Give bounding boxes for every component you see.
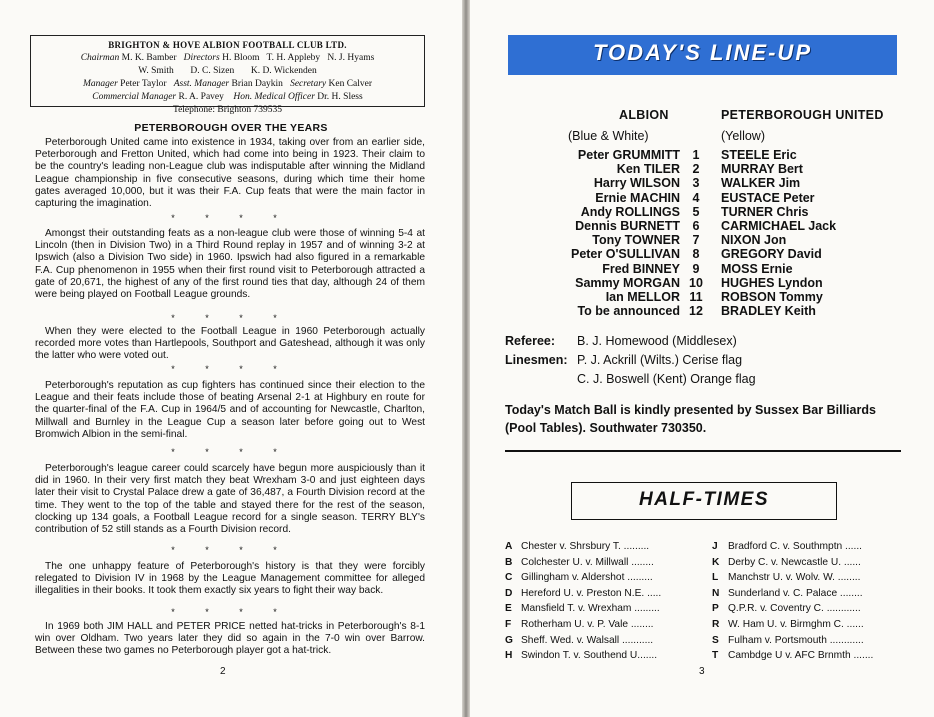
halftimes-left-column	[505, 541, 661, 666]
halftime-row	[505, 619, 661, 635]
shirt-number: 9	[692, 261, 700, 276]
home-player: Peter GRUMMITT	[577, 148, 680, 162]
halftime-letter: L	[712, 572, 719, 584]
away-team-colours: (Yellow)	[721, 129, 766, 143]
away-player: EUSTACE Peter	[721, 190, 815, 205]
section-divider-stars: * * * *	[171, 364, 291, 374]
away-player: BRADLEY Keith	[721, 304, 816, 319]
medical-officer-name: Dr. H. Sless	[317, 92, 363, 102]
page-gutter	[462, 0, 470, 717]
halftime-fixture: Sheff. Wed. v. Walsall ...........	[521, 634, 654, 646]
shirt-number: 1	[692, 148, 700, 162]
halftime-row	[712, 541, 873, 557]
director-name: D. C. Sizen	[190, 66, 235, 76]
halftime-letter: R	[712, 618, 720, 630]
page-number: 2	[220, 666, 226, 677]
halftime-fixture: W. Ham U. v. Birmghm C. ......	[728, 618, 864, 630]
asst-manager-label: Asst. Manager	[173, 79, 230, 89]
halftime-fixture: Chester v. Shrsbury T. .........	[521, 541, 650, 552]
article-paragraph: Peterborough United came into existence in 1934, taking over from an earlier side, Peterborough and Fretton United, which had come into being in 1923. Their claim to be the country's leading non-League club was indisputable after winning the Midland League championship in five consecutive seasons, during which time their home gates averaged 10,000, but it was their F.A. Cup feats that were the main factor in capturing the imagination.	[35, 137, 425, 210]
shirt-number: 2	[692, 162, 700, 177]
halftime-row	[712, 650, 873, 666]
lineup-row	[508, 176, 898, 190]
section-divider-stars: * * * *	[171, 607, 291, 617]
section-divider-stars: * * * *	[171, 545, 291, 555]
lineup-row	[508, 148, 898, 162]
home-player: Fred BINNEY	[602, 261, 680, 276]
lineup-row	[508, 247, 898, 261]
page-number: 3	[699, 666, 705, 677]
halftime-fixture: Swindon T. v. Southend U.......	[521, 650, 658, 662]
lineup-row	[508, 276, 898, 290]
referee-name: B. J. Homewood (Middlesex)	[577, 334, 737, 348]
secretary-name: Ken Calver	[328, 79, 373, 89]
lineup-table	[508, 148, 898, 318]
home-player: Dennis BURNETT	[575, 218, 680, 233]
director-name: K. D. Wickenden	[250, 66, 317, 76]
shirt-number: 12	[689, 304, 703, 319]
away-player: MOSS Ernie	[721, 261, 793, 276]
halftime-row	[505, 650, 661, 666]
halftime-letter: C	[505, 572, 513, 584]
halftime-letter: D	[505, 587, 513, 599]
lineup-banner-title: TODAY'S LINE-UP	[593, 40, 812, 65]
medical-officer-label: Hon. Medical Officer	[233, 92, 315, 102]
shirt-number: 10	[689, 275, 703, 290]
director-name: N. J. Hyams	[327, 53, 375, 63]
manager-name: Peter Taylor	[120, 79, 167, 89]
away-player: GREGORY David	[721, 247, 822, 262]
shirt-number: 6	[692, 218, 700, 233]
article-paragraph: When they were elected to the Football League in 1960 Peterborough actually recorded more votes than Hartlepools, Southport and Gateshead, although it was only the latter who were voted out.	[35, 326, 425, 362]
away-player: MURRAY Bert	[721, 162, 803, 177]
linesman-name: P. J. Ackrill (Wilts.) Cerise flag	[577, 353, 743, 367]
lineup-row	[508, 304, 898, 318]
halftime-fixture: Q.P.R. v. Coventry C. ............	[728, 603, 861, 615]
lineup-row	[508, 205, 898, 219]
halftime-row	[712, 557, 873, 573]
lineup-row	[508, 219, 898, 233]
directors-label: Directors	[183, 53, 220, 63]
halftime-letter: P	[712, 603, 719, 615]
asst-manager-name: Brian Daykin	[231, 79, 283, 89]
away-player: ROBSON Tommy	[721, 289, 823, 304]
home-player: Harry WILSON	[593, 176, 680, 191]
officials-row-4	[31, 91, 424, 104]
halftime-fixture: Fulham v. Portsmouth ............	[728, 634, 864, 646]
halftime-letter: N	[712, 587, 720, 599]
article-paragraph: Peterborough's league career could scarcely have begun more auspiciously than it did in 1960. In their very first match they beat Wrexham 3-0 and just eighteen days later their visit to Crystal Palace drew a gate of 36,487, a Fourth Division record at the time. They went to the top of the table and stayed there for the rest of the season, clocking up 134 goals, a Football League record for a single season. TERRY BLY's contribution of 52 still stands as a Fourth Division record.	[35, 463, 425, 536]
home-player: Ken TILER	[616, 162, 680, 177]
halftime-row	[505, 557, 661, 573]
home-team-colours: (Blue & White)	[568, 129, 649, 143]
linesman-line-2	[505, 372, 756, 386]
section-divider-stars: * * * *	[171, 213, 291, 223]
section-divider-stars: * * * *	[171, 313, 291, 323]
halftime-row	[712, 572, 873, 588]
halftime-letter: E	[505, 603, 512, 615]
officials-row-3	[31, 78, 424, 91]
halftime-row	[505, 572, 661, 588]
away-player: TURNER Chris	[721, 204, 809, 219]
away-team-name: PETERBOROUGH UNITED	[721, 108, 884, 122]
shirt-number: 4	[692, 190, 700, 205]
halftime-letter: J	[712, 541, 718, 552]
away-player: WALKER Jim	[721, 176, 801, 191]
article-paragraph: Amongst their outstanding feats as a non-league club were those of winning 5-4 at Lincoln (then in Division Two) in a Third Round replay in 1957 and of winning 3-2 at Ipswich (also a Division Two side) in 1960. Ipswich had also figured in a remarkable F.A. Cup phenomenon in 1955 when their first round visit to Peterborough attracted a gate of 20,671, the highest of any of the first round ties that day, although 24 of them were being played on Football League grounds.	[35, 228, 425, 301]
halftime-row	[712, 603, 873, 619]
chairman-label: Chairman	[80, 53, 120, 63]
commercial-manager-name: R. A. Pavey	[178, 92, 224, 102]
halftime-row	[712, 635, 873, 651]
halftime-row	[712, 588, 873, 604]
halftime-row	[505, 635, 661, 651]
referee-line	[505, 334, 737, 348]
halftime-letter: H	[505, 650, 513, 662]
away-player: HUGHES Lyndon	[721, 275, 823, 290]
halftimes-title: HALF-TIMES	[638, 489, 770, 510]
club-officials-box	[30, 35, 425, 115]
chairman-name: M. K. Bamber	[121, 53, 177, 63]
halftime-letter: T	[712, 650, 719, 662]
halftime-letter: K	[712, 556, 720, 568]
halftime-fixture: Sunderland v. C. Palace ........	[728, 587, 863, 599]
article-paragraph: The one unhappy feature of Peterborough's history is that they were forcibly relegated to Division IV in 1968 by the League Management committee for alleged illegalities in their books. It took them exactly six years to fight their way back.	[35, 561, 425, 597]
article-paragraph: In 1969 both JIM HALL and PETER PRICE netted hat-tricks in Peterborough's 8-1 win over Oldham. Two years later they did so again in the 7-0 win over Barrow. Between these two games no Peterborough player got a hat-trick.	[35, 621, 425, 657]
home-player: Ernie MACHIN	[595, 190, 680, 205]
officials-row-2	[31, 65, 424, 78]
match-ball-sponsor: Today's Match Ball is kindly presented by Sussex Bar Billiards (Pool Tables). Southwater 730350.	[505, 403, 876, 435]
halftime-row	[712, 619, 873, 635]
halftime-letter: B	[505, 556, 513, 568]
article-title: PETERBOROUGH OVER THE YEARS	[134, 122, 328, 134]
telephone: Telephone: Brighton 739535	[172, 105, 283, 115]
halftime-fixture: Colchester U. v. Millwall ........	[521, 556, 654, 568]
officials-row-1	[31, 52, 424, 65]
away-player: NIXON Jon	[721, 233, 787, 248]
section-divider-stars: * * * *	[171, 447, 291, 457]
commercial-manager-label: Commercial Manager	[92, 92, 177, 102]
linesman-name: C. J. Boswell (Kent) Orange flag	[577, 372, 756, 386]
away-player: CARMICHAEL Jack	[721, 218, 837, 233]
lineup-row	[508, 233, 898, 247]
halftime-fixture: Hereford U. v. Preston N.E. .....	[521, 587, 662, 599]
manager-label: Manager	[82, 79, 118, 89]
lineup-row	[508, 191, 898, 205]
shirt-number: 5	[692, 204, 700, 219]
halftime-fixture: Rotherham U. v. P. Vale ........	[521, 618, 654, 630]
halftime-fixture: Bradford C. v. Southmptn ......	[728, 541, 863, 552]
halftime-fixture: Cambdge U v. AFC Brnmth .......	[728, 650, 874, 662]
halftime-letter: G	[505, 634, 513, 646]
lineup-banner	[508, 35, 897, 75]
lineup-row	[508, 262, 898, 276]
divider-rule	[505, 450, 901, 452]
shirt-number: 3	[692, 176, 700, 191]
shirt-number: 8	[692, 247, 700, 262]
halftime-fixture: Derby C. v. Newcastle U. ......	[728, 556, 861, 568]
referee-label: Referee:	[505, 334, 556, 348]
halftime-row	[505, 541, 661, 557]
halftime-fixture: Mansfield T. v. Wrexham .........	[521, 603, 660, 615]
halftime-letter: S	[712, 634, 719, 646]
home-player: Tony TOWNER	[592, 233, 680, 248]
secretary-label: Secretary	[290, 79, 327, 89]
left-page	[0, 0, 462, 717]
halftime-fixture: Manchstr U. v. Wolv. W. ........	[728, 572, 861, 584]
shirt-number: 11	[689, 289, 703, 304]
halftime-letter: A	[505, 541, 513, 552]
shirt-number: 7	[692, 233, 700, 248]
halftimes-heading-box	[571, 482, 837, 520]
linesmen-label: Linesmen:	[505, 353, 568, 367]
home-team-name: ALBION	[619, 108, 669, 122]
home-player: Peter O'SULLIVAN	[570, 247, 680, 262]
home-player: Ian MELLOR	[605, 289, 680, 304]
home-player: Sammy MORGAN	[575, 275, 680, 290]
director-name: H. Bloom	[222, 53, 260, 63]
halftime-fixture: Gillingham v. Aldershot .........	[521, 572, 653, 584]
halftime-row	[505, 603, 661, 619]
club-name: BRIGHTON & HOVE ALBION FOOTBALL CLUB LTD.	[108, 40, 347, 50]
home-player: Andy ROLLINGS	[580, 204, 680, 219]
halftimes-right-column	[712, 541, 873, 666]
halftime-row	[505, 588, 661, 604]
director-name: T. H. Appleby	[266, 53, 321, 63]
lineup-row	[508, 162, 898, 176]
halftime-letter: F	[505, 618, 512, 630]
linesman-line-1	[505, 353, 742, 367]
home-player: To be announced	[577, 304, 680, 319]
article-paragraph: Peterborough's reputation as cup fighters has continued since their election to the League and their feats include those of beating Arsenal 2-1 at Highbury en route for the quarter-final of the F.A. Cup in 1964/5 and of accounting for Newcastle, Charlton, Millwall and Burnley in the League Cup a season later before going out to West Bromwich Albion in the semi-final.	[35, 380, 425, 440]
away-player: STEELE Eric	[721, 148, 797, 162]
director-name: W. Smith	[138, 66, 174, 76]
lineup-row	[508, 290, 898, 304]
